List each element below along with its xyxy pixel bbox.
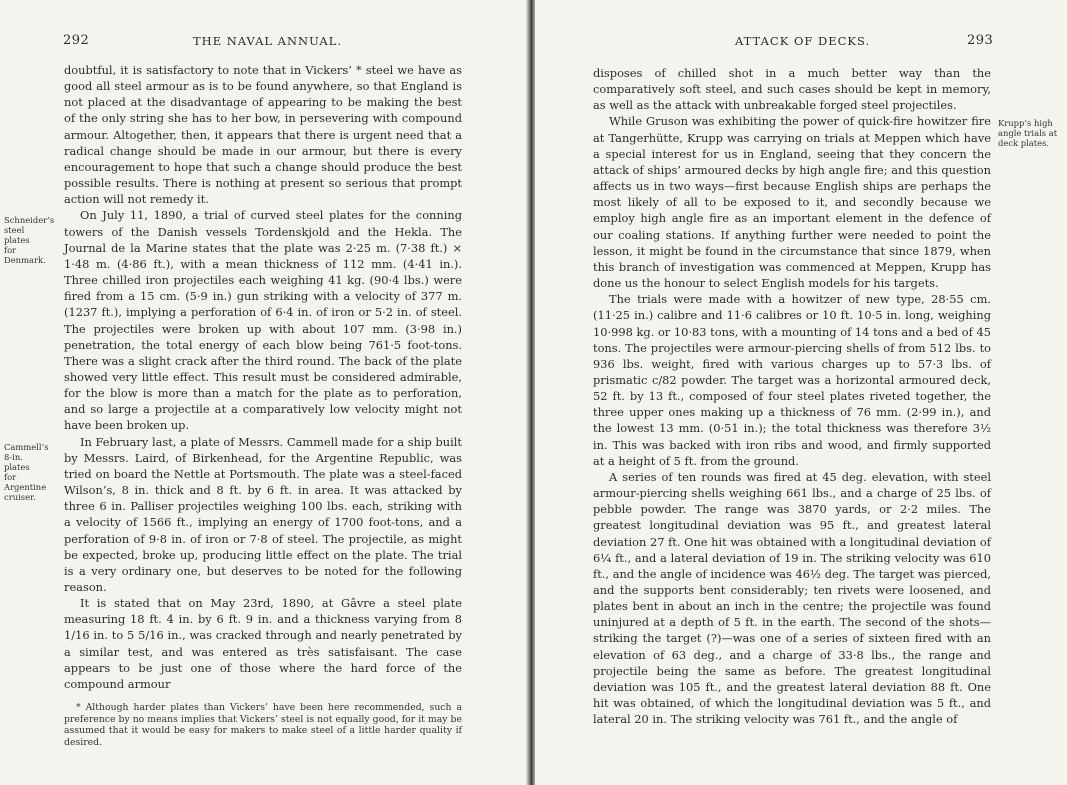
running-title-right: ATTACK OF DECKS. — [735, 34, 871, 48]
footnote-text: * Although harder plates than Vickers’ have been here recommended, such a preference by no means implies that Vickers’ steel is not equally good, for it may be assumed that it would be easy for makers to make steel of a little harder quality if desired. — [64, 702, 462, 748]
page-number-right: 293 — [967, 33, 994, 48]
paragraph: In February last, a plate of Messrs. Cammell made for a ship built by Messrs. Laird, of Birkenhead, for the Argentine Republic, was tried on board the Nettle at Portsmouth. The plate was a steel-faced Wilson’s, 8 in. thick and 8 ft. by 6 ft. in area. It was attacked by three 6 in. Palliser projectiles weighing 100 lbs. each, striking with a velocity of 1566 ft., implying an energy of 1700 foot-tons, and a perforation of 9·8 in. of iron or 7·8 of steel. The projectile, as might be expected, broke up, producing little effect on the plate. The trial is a very ordinary one, but deserves to be noted for the following reason. — [64, 434, 462, 594]
left-page — [0, 0, 528, 785]
paragraph: While Gruson was exhibiting the power of quick-fire howitzer fire at Tangerhütte, Krupp was carrying on trials at Meppen which have a special interest for us in England, seeing that they concern the attack of ships’ armoured decks by high angle fire; and this question affects us in two ways—first because English ships are perhaps the most likely of all to be exposed to it, and secondly because we employ high angle fire as an important element in the defence of our coaling stations. If anything further were needed to point the lesson, it might be found in the circumstance that since 1879, when this branch of investigation was commenced at Meppen, Krupp has done us the honour to select English models for his targets. — [593, 114, 991, 291]
right-body-text — [593, 65, 991, 727]
paragraph: A series of ten rounds was fired at 45 deg. elevation, with steel armour-piercing shells weighing 661 lbs., and a charge of 25 lbs. of pebble powder. The range was 3870 yards, or 2·2 miles. The greatest longitudinal deviation was 95 ft., and greatest lateral deviation 27 ft. One hit was obtained with a longitudinal deviation of 6¼ ft., and a lateral deviation of 19 in. The striking velocity was 610 ft., and the angle of incidence was 46½ deg. The target was pierced, and the supports bent considerably; ten rivets were loosened, and plates bent in about an inch in the centre; the projectile was found uninjured at a depth of 5 ft. in the earth. The second of the shots—striking the target (?)—was one of a series of sixteen fired with an elevation of 63 deg., and a charge of 33·8 lbs., the range and projectile being the same as before. The greatest longitudinal deviation was 105 ft., and the greatest lateral deviation 88 ft. One hit was obtained, of which the longitudinal deviation was 5 ft., and lateral 20 in. The striking velocity was 761 ft., and the angle of — [593, 469, 991, 727]
paragraph: It is stated that on May 23rd, 1890, at Gâvre a steel plate measuring 18 ft. 4 in. by 6 ft. 9 in. and a thickness varying from 8 1/16 in. to 5 5/16 in., was cracked through and nearly penetrated by a similar test, and was entered as très satisfaisant. The case appears to be just one of those where the hard force of the compound armour — [64, 596, 462, 691]
sidenote-cammell: Cammell’s 8-in. plates for Argentine cruiser. — [4, 442, 49, 502]
page-number-left: 292 — [63, 33, 90, 48]
sidenote-krupp: Krupp’s high angle trials at deck plates. — [998, 118, 1058, 148]
footnote — [64, 702, 462, 748]
paragraph: The trials were made with a howitzer of new type, 28·55 cm. (11·25 in.) calibre and 11·6 calibres or 10 ft. 10·5 in. long, weighing 10·998 kg. or 10·83 tons, with a mounting of 14 tons and a bed of 45 tons. The projectiles were armour-piercing shells of from 512 lbs. to 936 lbs. weight, fired with various charges up to 57·3 lbs. of prismatic c/82 powder. The target was a horizontal armoured deck, 52 ft. by 13 ft., composed of four steel plates riveted together, the three upper ones making up a thickness of 76 mm. (2·99 in.), and the lowest 13 mm. (0·51 in.); the total thickness was therefore 3½ in. This was backed with iron ribs and wood, and firmly supported at a height of 5 ft. from the ground. — [593, 292, 991, 468]
paragraph: doubtful, it is satisfactory to note that in Vickers’ * steel we have as good all steel armour as is to be found anywhere, so that England is not placed at the disadvantage of appearing to be making the best of the only string she has to her bow, in persevering with compound armour. Altogether, then, it appears that there is urgent need that a radical change should be made in our armour, but there is every encouragement to hope that such a change should produce the best possible results. There is nothing at present so serious that prompt action will not remedy it. — [64, 63, 462, 207]
paragraph: disposes of chilled shot in a much better way than the comparatively soft steel, and such cases should be kept in memory, as well as the attack with unbreakable forged steel projectiles. — [593, 66, 991, 113]
right-page — [535, 0, 1067, 785]
sidenote-schneider: Schneider’s steel plates for Denmark. — [4, 215, 55, 265]
left-body-text — [64, 62, 462, 692]
paragraph: On July 11, 1890, a trial of curved steel plates for the conning towers of the Danish vessels Tordenskjold and the Hekla. The Journal de la Marine states that the plate was 2·25 m. (7·38 ft.) × 1·48 m. (4·86 ft.), with a mean thickness of 112 mm. (4·41 in.). Three chilled iron projectiles each weighing 41 kg. (90·4 lbs.) were fired from a 15 cm. (5·9 in.) gun striking with a velocity of 377 m. (1237 ft.), implying a perforation of 6·4 in. of iron or 5·2 in. of steel. The projectiles were broken up with about 107 mm. (3·98 in.) penetration, the total energy of each blow being 761·5 foot-tons. There was a slight crack after the third round. The back of the plate showed very little effect. This result must be considered admirable, for the blow is more than a match for the plate as to perforation, and so large a projectile at a comparatively low velocity might not have been broken up. — [64, 208, 462, 433]
running-title-left: THE NAVAL ANNUAL. — [193, 34, 343, 48]
